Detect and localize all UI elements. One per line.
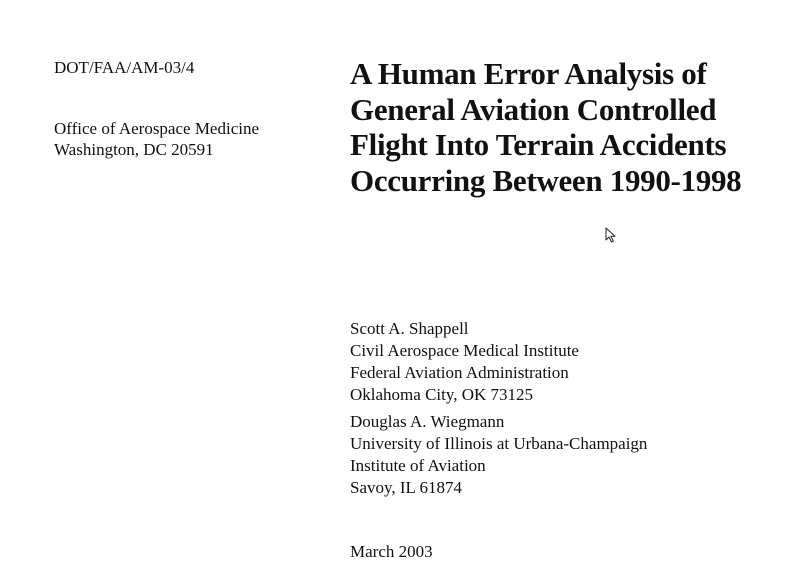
author-name: Douglas A. Wiegmann: [350, 412, 505, 431]
report-date: March 2003: [350, 542, 433, 561]
author-address: Savoy, IL 61874: [350, 478, 463, 497]
author-affiliation: Institute of Aviation: [350, 456, 486, 475]
report-title: [350, 56, 790, 198]
author-affiliation: Civil Aerospace Medical Institute: [350, 341, 579, 360]
office-name: Office of Aerospace Medicine: [54, 119, 260, 138]
author-block-1: [350, 318, 579, 406]
title-line: Flight Into Terrain Accidents: [350, 127, 727, 162]
author-affiliation: University of Illinois at Urbana-Champaign: [350, 434, 648, 453]
author-name: Scott A. Shappell: [350, 319, 469, 338]
title-line: General Aviation Controlled: [350, 91, 717, 127]
author-address: Oklahoma City, OK 73125: [350, 385, 534, 404]
author-affiliation: Federal Aviation Administration: [350, 363, 569, 382]
mouse-pointer-icon: [605, 227, 617, 243]
title-line: Occurring Between 1990-1998: [350, 162, 742, 198]
office-address: [54, 118, 259, 160]
report-number: DOT/FAA/AM-03/4: [54, 58, 195, 77]
author-block-2: [350, 411, 647, 499]
title-line: A Human Error Analysis of: [350, 56, 707, 91]
office-city: Washington, DC 20591: [54, 140, 214, 159]
